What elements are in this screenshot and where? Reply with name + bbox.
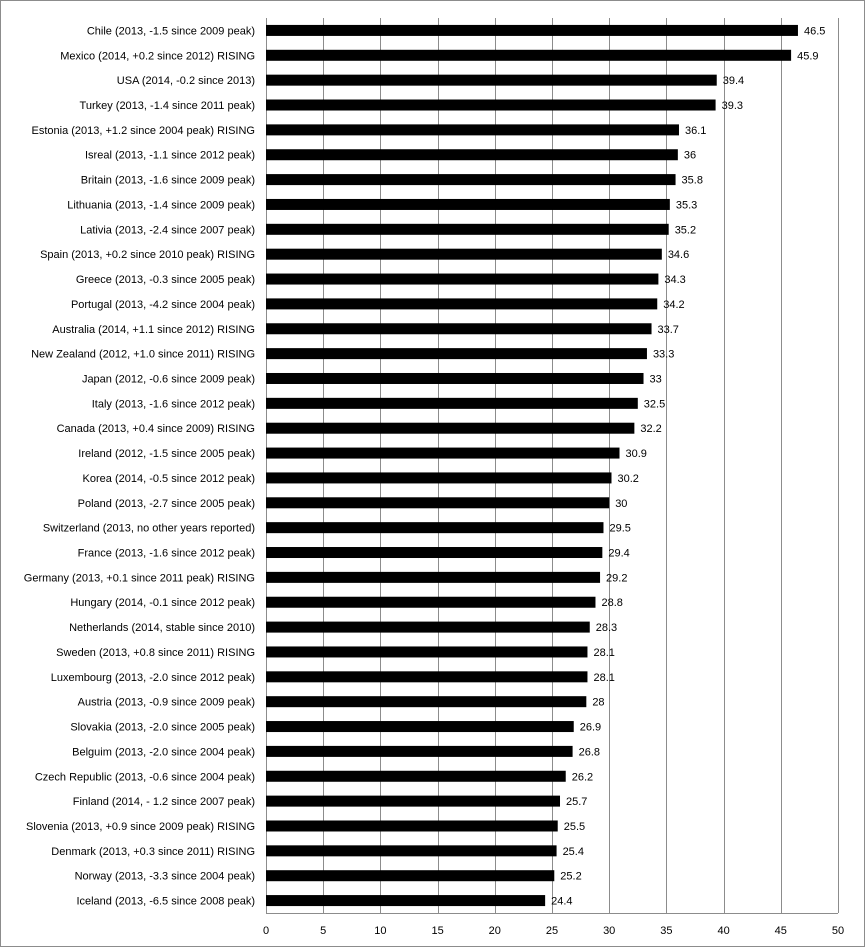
category-label: Japan (2012, -0.6 since 2009 peak) [81, 373, 255, 386]
bar [266, 771, 566, 782]
category-label: Greece (2013, -0.3 since 2005 peak) [75, 274, 255, 287]
category-label: Italy (2013, -1.6 since 2012 peak) [91, 398, 255, 411]
category-label: Denmark (2013, +0.3 since 2011) RISING [51, 845, 255, 858]
category-labels [24, 25, 255, 907]
x-tick-label: 45 [774, 925, 787, 937]
value-label: 35.8 [681, 174, 703, 187]
category-label: Luxembourg (2013, -2.0 since 2012 peak) [50, 671, 255, 684]
x-tick-label: 5 [320, 925, 327, 937]
bar [266, 25, 798, 36]
value-label: 46.5 [803, 25, 826, 38]
bar [266, 124, 679, 135]
bar [266, 497, 609, 508]
x-tick-label: 50 [831, 925, 845, 937]
category-label: Austria (2013, -0.9 since 2009 peak) [77, 696, 255, 709]
bar [266, 646, 587, 657]
bar [266, 398, 638, 409]
x-tick-label: 10 [374, 925, 387, 937]
value-label: 24.4 [551, 895, 573, 908]
bar [266, 472, 611, 483]
value-label: 36 [683, 149, 697, 162]
value-label: 34.2 [663, 298, 685, 311]
bar [266, 820, 558, 831]
category-label: Lativia (2013, -2.4 since 2007 peak) [80, 224, 255, 237]
bar [266, 721, 574, 732]
bar [266, 199, 670, 210]
bar [266, 870, 554, 881]
bar [266, 224, 669, 235]
category-label: Chile (2013, -1.5 since 2009 peak) [86, 25, 255, 38]
value-label: 28.1 [593, 646, 615, 659]
value-label: 25.5 [563, 820, 586, 833]
bar [266, 50, 791, 61]
value-label: 30 [615, 497, 628, 510]
value-label: 29.2 [606, 572, 628, 585]
value-label: 39.4 [722, 75, 745, 88]
value-label: 32.5 [643, 398, 666, 411]
value-label: 26.9 [579, 721, 602, 734]
category-label: Iceland (2013, -6.5 since 2008 peak) [76, 895, 255, 908]
value-label: 25.7 [566, 796, 588, 809]
value-label: 35.2 [674, 224, 697, 237]
value-label: 36.1 [684, 124, 707, 137]
x-axis-ticks [263, 914, 844, 938]
bar [266, 423, 634, 434]
value-label: 39.3 [721, 100, 744, 113]
category-label: Hungary (2014, -0.1 since 2012 peak) [70, 597, 255, 610]
category-label: USA (2014, -0.2 since 2013) [116, 75, 255, 88]
category-label: Norway (2013, -3.3 since 2004 peak) [74, 870, 255, 883]
category-label: Belguim (2013, -2.0 since 2004 peak) [72, 746, 255, 759]
category-label: Switzerland (2013, no other years reported) [42, 522, 255, 535]
category-label: Lithuania (2013, -1.4 since 2009 peak) [67, 199, 255, 212]
bar [266, 671, 587, 682]
value-label: 34.3 [664, 274, 686, 287]
category-label: New Zealand (2012, +1.0 since 2011) RISING [31, 348, 255, 361]
bar [266, 547, 602, 558]
bar [266, 348, 647, 359]
x-tick-label: 40 [717, 925, 730, 937]
value-label: 28.8 [601, 597, 623, 610]
value-label: 29.5 [609, 522, 631, 535]
bar [266, 597, 595, 608]
category-label: Mexico (2014, +0.2 since 2012) RISING [60, 50, 255, 63]
value-label: 25.4 [562, 845, 584, 858]
category-label: Isreal (2013, -1.1 since 2012 peak) [85, 149, 255, 162]
value-label: 45.9 [797, 50, 819, 63]
bar [266, 373, 644, 384]
bars [266, 25, 798, 906]
value-label: 33.7 [657, 323, 679, 336]
x-tick-label: 35 [660, 925, 673, 937]
value-label: 33 [649, 373, 662, 386]
category-label: Germany (2013, +0.1 since 2011 peak) RISING [23, 572, 255, 585]
bar [266, 796, 560, 807]
value-label: 32.2 [640, 423, 662, 436]
value-label: 30.2 [617, 472, 639, 485]
category-label: Australia (2014, +1.1 since 2012) RISING [52, 323, 255, 336]
value-label: 35.3 [675, 199, 698, 212]
bar [266, 522, 603, 533]
value-label: 28.1 [593, 671, 615, 684]
category-label: Korea (2014, -0.5 since 2012 peak) [82, 472, 255, 485]
category-label: Slovakia (2013, -2.0 since 2005 peak) [70, 721, 255, 734]
bar [266, 746, 573, 757]
category-label: Finland (2014, - 1.2 since 2007 peak) [72, 796, 255, 809]
value-label: 26.8 [578, 746, 601, 759]
bar [266, 274, 658, 285]
category-label: Slovenia (2013, +0.9 since 2009 peak) RISING [26, 820, 255, 833]
category-label: Britain (2013, -1.6 since 2009 peak) [80, 174, 255, 187]
x-tick-label: 25 [545, 925, 559, 937]
x-tick-label: 15 [431, 925, 444, 937]
category-label: Ireland (2012, -1.5 since 2005 peak) [78, 448, 255, 461]
bar [266, 622, 590, 633]
category-label: Czech Republic (2013, -0.6 since 2004 peak) [34, 771, 255, 784]
bar [266, 572, 600, 583]
category-label: France (2013, -1.6 since 2012 peak) [77, 547, 255, 560]
category-label: Spain (2013, +0.2 since 2010 peak) RISING [40, 249, 255, 262]
value-label: 25.2 [560, 870, 582, 883]
value-label: 30.9 [625, 448, 647, 461]
category-label: Portugal (2013, -4.2 since 2004 peak) [70, 298, 255, 311]
bar [266, 895, 545, 906]
bar [266, 448, 619, 459]
value-label: 28 [592, 696, 605, 709]
x-tick-label: 20 [488, 925, 501, 937]
bar-chart [1, 1, 865, 948]
category-label: Sweden (2013, +0.8 since 2011) RISING [56, 646, 255, 659]
bar [266, 249, 662, 260]
bar [266, 845, 557, 856]
value-label: 29.4 [608, 547, 630, 560]
bar [266, 696, 586, 707]
bar [266, 149, 678, 160]
category-label: Poland (2013, -2.7 since 2005 peak) [77, 497, 255, 510]
category-label: Netherlands (2014, stable since 2010) [69, 622, 255, 635]
value-label: 34.6 [667, 249, 690, 262]
bar [266, 174, 676, 185]
bar [266, 323, 652, 334]
category-label: Canada (2013, +0.4 since 2009) RISING [56, 423, 255, 436]
category-label: Turkey (2013, -1.4 since 2011 peak) [79, 100, 255, 113]
x-tick-label: 0 [262, 925, 270, 937]
category-label: Estonia (2013, +1.2 since 2004 peak) RISING [31, 124, 255, 137]
x-tick-label: 30 [603, 925, 616, 937]
bar [266, 100, 716, 111]
value-label: 33.3 [652, 348, 675, 361]
bar [266, 298, 657, 309]
value-label: 28.3 [595, 622, 618, 635]
bar [266, 75, 717, 86]
value-label: 26.2 [571, 771, 594, 784]
